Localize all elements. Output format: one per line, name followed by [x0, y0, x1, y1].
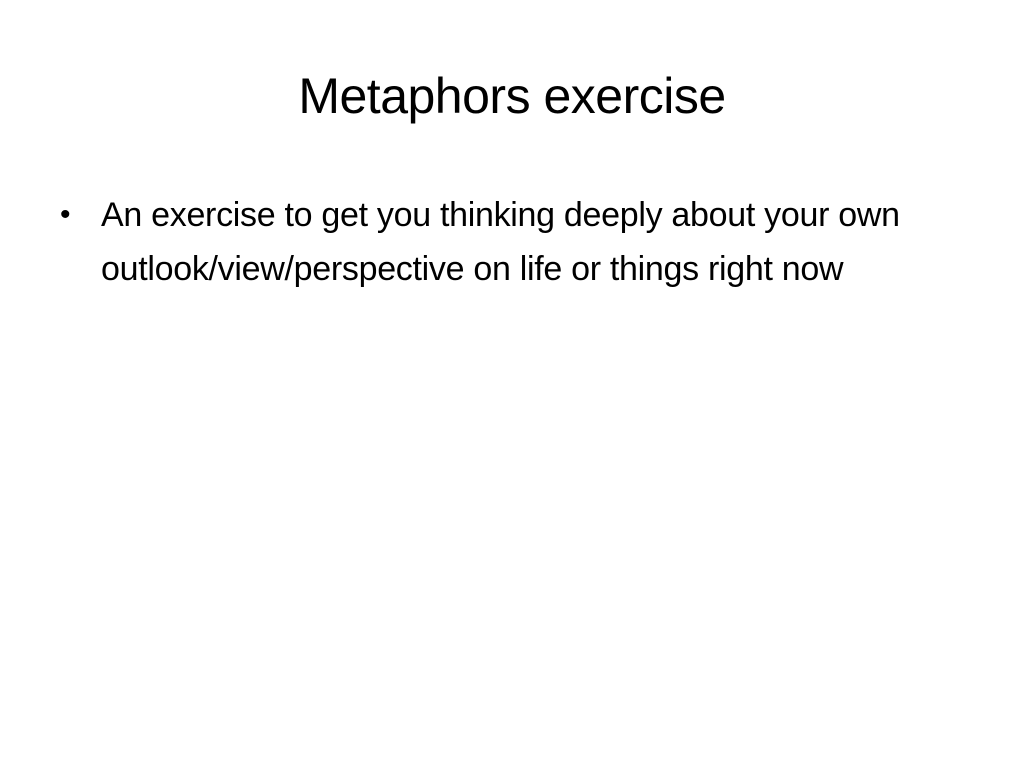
bullet-item [56, 188, 956, 296]
bullet-text: An exercise to get you thinking deeply about your own outlook/view/perspective on life or things right now [101, 196, 900, 288]
slide-title: Metaphors exercise [298, 68, 726, 124]
bullet-list [56, 188, 956, 296]
bullet-dot-icon: • [60, 198, 71, 231]
